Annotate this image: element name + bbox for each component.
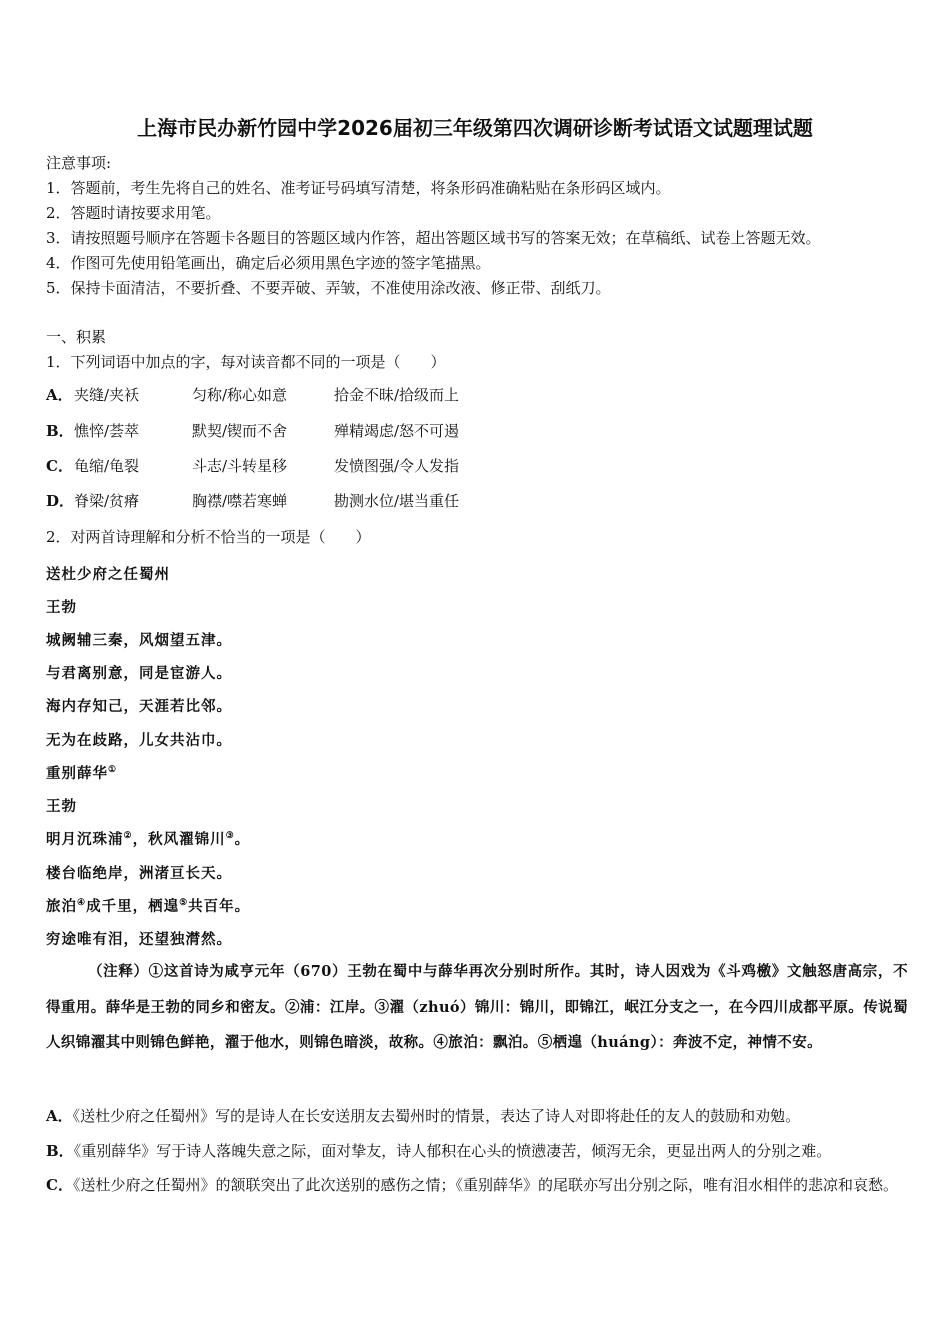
footnote-mark: ⑤: [179, 898, 189, 909]
footnote-mark: ②: [123, 831, 133, 842]
footnote-mark: ④: [77, 898, 87, 909]
q1-option-d-key: D．: [46, 492, 75, 510]
q1-option-c-word-3: 发愤图强/令人发指: [334, 457, 460, 475]
poem1-author: 王勃: [46, 599, 77, 616]
poem2-line-3: [46, 895, 250, 916]
q1-option-c-word-2: 斗志/斗转星移: [192, 457, 288, 475]
question-1-stem: 1．下列词语中加点的字，每对读音都不同的一项是（ ）: [46, 353, 446, 371]
poem1-line-2: 与君离别意，同是宦游人。: [46, 665, 232, 682]
q2-choice-c: [46, 1168, 910, 1203]
poem1-line-3: 海内存知己，天涯若比邻。: [46, 698, 232, 715]
q1-option-a-key: A．: [46, 386, 73, 404]
poem2-line-3-part: 共百年。: [188, 898, 251, 915]
poem1-line-4: 无为在歧路，儿女共沾巾。: [46, 732, 232, 749]
poem2-author: 王勃: [46, 798, 77, 815]
q2-choice-b-text: 《重别薛华》写于诗人落魄失意之际，面对挚友，诗人郁积在心头的愤懑凄苦，倾泻无余，更显出两人的分别之难。: [73, 1142, 832, 1160]
q2-choice-a-text: 《送杜少府之任蜀州》写的是诗人在长安送朋友去蜀州时的情景，表达了诗人对即将赴任的友人的鼓励和劝勉。: [72, 1107, 801, 1125]
q2-choice-a-key: A．: [46, 1107, 73, 1125]
q1-option-b-word-2: 默契/锲而不舍: [192, 422, 288, 440]
page-title: 上海市民办新竹园中学2026届初三年级第四次调研诊断考试语文试题理试题: [137, 116, 813, 140]
poem2-line-1-part: 明月沉珠浦: [46, 831, 124, 848]
notice-item-4: 4．作图可先使用铅笔画出，确定后必须用黑色字迹的签字笔描黑。: [46, 254, 491, 272]
notice-item-2: 2．答题时请按要求用笔。: [46, 204, 221, 222]
question-2-stem: 2．对两首诗理解和分析不恰当的一项是（ ）: [46, 528, 371, 546]
section-heading: 一、积累: [46, 328, 107, 346]
poem2-line-1-part: ，秋风濯锦川: [132, 831, 226, 848]
q1-option-a-word-3: 拾金不昧/拾级而上: [334, 386, 460, 404]
notice-item-1: 1．答题前，考生先将自己的姓名、准考证号码填写清楚，将条形码准确粘贴在条形码区域内。: [46, 179, 671, 197]
poem2-line-2: 楼台临绝岸，洲渚亘长天。: [46, 865, 232, 882]
q2-choice-b: [46, 1134, 910, 1169]
poem2-title-text: 重别薛华: [46, 765, 108, 782]
poem1-title: 送杜少府之任蜀州: [46, 566, 170, 583]
q1-option-c-key: C．: [46, 457, 73, 475]
q1-option-d-word-1: 脊梁/贫瘠: [74, 492, 140, 510]
poem-annotation: （注释）①这首诗为咸亨元年（670）王勃在蜀中与薛华再次分别时所作。其时，诗人因戏为《斗鸡檄》文触怒唐高宗，不得重用。薛华是王勃的同乡和密友。②浦：江岸。③濯（zhuó）锦川：锦川，即锦江，岷江分支之一，在今四川成都平原。传说蜀人织锦濯其中则锦色鲜艳，濯于他水，则锦色暗淡，故称。④旅泊：飘泊。⑤栖遑（huáng）：奔波不定，神情不安。: [46, 963, 908, 1051]
q2-choice-b-key: B．: [46, 1142, 74, 1160]
poem2-line-3-part: 成千里，栖遑: [86, 898, 180, 915]
poem2-title: [46, 762, 117, 783]
q1-option-d-word-3: 勘测水位/堪当重任: [334, 492, 460, 510]
q1-option-b-key: B．: [46, 422, 74, 440]
footnote-mark: ①: [108, 765, 118, 776]
q1-option-a-word-1: 夹缝/夹袄: [74, 386, 140, 404]
poem2-line-4: 穷途唯有泪，还望独潸然。: [46, 931, 232, 948]
poem2-line-1: [46, 828, 250, 849]
q2-choice-c-key: C．: [46, 1176, 73, 1194]
poem1-line-1: 城阙辅三秦，风烟望五津。: [46, 632, 232, 649]
q2-choice-a: [46, 1099, 910, 1134]
q1-option-b-word-1: 憔悴/荟萃: [74, 422, 140, 440]
q1-option-c-word-1: 龟缩/龟裂: [74, 457, 140, 475]
notice-item-3: 3．请按照题号顺序在答题卡各题目的答题区域内作答，超出答题区域书写的答案无效；在草稿纸、试卷上答题无效。: [46, 229, 821, 247]
q1-option-a-word-2: 匀称/称心如意: [192, 386, 288, 404]
q1-option-b-word-3: 殚精竭虑/怒不可遏: [334, 422, 460, 440]
footnote-mark: ③: [225, 831, 235, 842]
notice-heading: 注意事项:: [46, 154, 112, 172]
poem2-line-3-part: 旅泊: [46, 898, 77, 915]
poem2-line-1-part: 。: [234, 831, 251, 848]
q2-choice-c-text: 《送杜少府之任蜀州》的颔联突出了此次送别的感伤之情；《重别薛华》的尾联亦写出分别之际，唯有泪水相伴的悲凉和哀愁。: [72, 1176, 898, 1194]
q1-option-d-word-2: 胸襟/噤若寒蝉: [192, 492, 288, 510]
notice-item-5: 5．保持卡面清洁，不要折叠、不要弄破、弄皱，不准使用涂改液、修正带、刮纸刀。: [46, 279, 611, 297]
